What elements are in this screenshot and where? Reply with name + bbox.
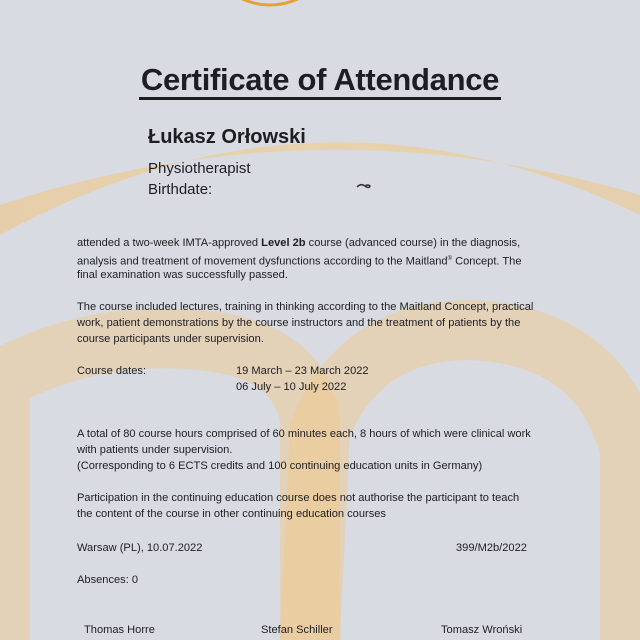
certificate-number: 399/M2b/2022: [456, 542, 527, 554]
signatory-1: Thomas Horre: [84, 624, 155, 636]
place-date: Warsaw (PL), 10.07.2022: [77, 542, 203, 554]
signatory-2: Stefan Schiller: [261, 624, 333, 636]
signatory-3: Tomasz Wroński: [441, 624, 523, 636]
paragraph-attendance: attended a two-week IMTA-approved Level 2b course (advanced course) in the diagnosis, analysis and treatment of movement dysfunctions according to the Maitland® Concept. The final examination was successfully passed.: [77, 237, 522, 282]
certificate-title: Certificate of Attendance: [0, 62, 640, 98]
paragraph-course-hours: A total of 80 course hours comprised of 60 minutes each, 8 hours of which were clinical work with patients under supervision. (Corresponding to 6 ECTS credits and 100 continuing education units in Germany): [77, 428, 531, 473]
paragraph-disclaimer: Participation in the continuing education course does not authorise the participant to teach the content of the course in other continuing education courses: [77, 492, 520, 521]
redaction-mark: [356, 183, 372, 191]
course-dates-label: Course dates:: [77, 365, 147, 377]
profession: Physiotherapist: [148, 160, 251, 177]
course-dates: 19 March – 23 March 2022 06 July – 10 July 2022: [236, 365, 369, 394]
absences: Absences: 0: [77, 574, 139, 586]
paragraph-course-content: The course included lectures, training in thinking according to the Maitland Concept, practical work, patient demonstrations by the course instructors and the treatment of patients by the course participants under supervision.: [77, 301, 534, 346]
birthdate-label: Birthdate:: [148, 181, 213, 198]
participant-name: Łukasz Orłowski: [148, 126, 306, 148]
